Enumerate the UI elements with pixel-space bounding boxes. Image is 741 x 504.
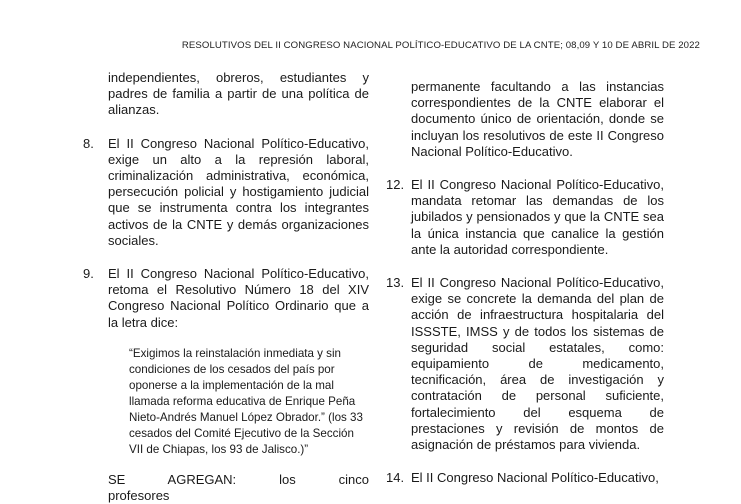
quoted-resolution: “Exigimos la reinstalación inmediata y sin condiciones de los cesados del país por oponerse a la implementación de la mal llamada reforma educativa de Enrique Peña Nieto-Andrés Manuel López Obrador.” (los 33 cesados del Comité Ejecutivo de la Sección VII de Chiapas, los 93 de Jalisco.)” (129, 346, 363, 456)
item-text: El II Congreso Nacional Político-Educativo, exige se concrete la demanda del plan de acción de infraestructura hospitalaria del ISSSTE, IMSS y de todos los sistemas de seguridad social estatales, como: equipamiento de medicamento, tecnificación, área de investigación y contratación de personal suficiente, fortalecimiento del esquema de prestaciones y revisión de montos de asignación de préstamos para vivienda. (411, 275, 664, 453)
resolution-item-13 (386, 275, 664, 453)
item-number: 12. (386, 177, 405, 193)
left-column (83, 70, 369, 504)
resolution-item-9 (83, 266, 369, 331)
resolution-item-14 (386, 470, 664, 486)
page-header: RESOLUTIVOS DEL II CONGRESO NACIONAL POLÍTICO-EDUCATIVO DE LA CNTE; 08,09 Y 10 DE ABRIL DE 2022 (181, 40, 700, 51)
item-text: El II Congreso Nacional Político-Educativo, retoma el Resolutivo Número 18 del XIV Congreso Nacional Político Ordinario que a la letra dice: (108, 266, 369, 330)
resolution-item-8 (83, 136, 369, 249)
item-number: 9. (83, 266, 94, 282)
item-number: 13. (386, 275, 405, 291)
right-column (386, 79, 664, 486)
continuation-text: independientes, obreros, estudiantes y padres de familia a partir de una política de alianzas. (108, 70, 369, 118)
item-number: 14. (386, 470, 405, 486)
item-text: El II Congreso Nacional Político-Educativo, (411, 470, 659, 486)
item-text: El II Congreso Nacional Político-Educativo, mandata retomar las demandas de los jubilados y pensionados y que la CNTE sea la única instancia que canalice la gestión ante la autoridad correspondiente. (411, 177, 664, 257)
item-text: El II Congreso Nacional Político-Educativo, exige un alto a la represión laboral, criminalización administrativa, económica, persecución policial y hostigamiento judicial que se instrumenta contra los integrantes activos de la CNTE y demás organizaciones sociales. (108, 135, 369, 248)
item-9-tail-text: SE AGREGAN: los cinco profesores (108, 471, 369, 504)
continuation-text: permanente facultando a las instancias correspondientes de la CNTE elaborar el documento único de orientación, donde se incluyan los resolutivos de este II Congreso Nacional Político-Educativo. (411, 79, 664, 159)
item-number: 8. (83, 135, 94, 151)
resolution-item-12 (386, 177, 664, 258)
